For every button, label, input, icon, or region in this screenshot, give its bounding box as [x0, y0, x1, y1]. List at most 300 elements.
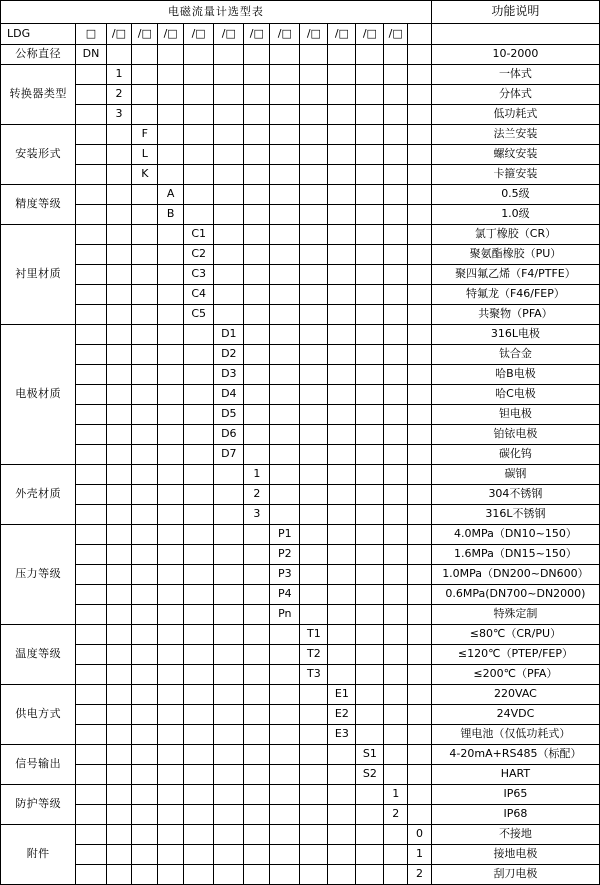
- option-description: ≤120℃（PTEP/FEP）: [431, 645, 599, 665]
- empty-cell: [132, 345, 158, 365]
- option-description: 碳化钨: [431, 445, 599, 465]
- empty-cell: [270, 665, 300, 685]
- empty-cell: [76, 745, 106, 765]
- empty-cell: [214, 825, 244, 845]
- empty-cell: [244, 585, 270, 605]
- empty-cell: [76, 205, 106, 225]
- empty-cell: [356, 685, 384, 705]
- empty-cell: [158, 105, 184, 125]
- empty-cell: [184, 765, 214, 785]
- empty-cell: [356, 305, 384, 325]
- empty-cell: [158, 265, 184, 285]
- empty-cell: [300, 285, 328, 305]
- empty-cell: [244, 245, 270, 265]
- empty-cell: [408, 285, 432, 305]
- row-label-12: 附件: [1, 825, 76, 885]
- empty-cell: [244, 705, 270, 725]
- empty-cell: [356, 625, 384, 645]
- empty-cell: [328, 785, 356, 805]
- empty-cell: [214, 65, 244, 85]
- empty-cell: [356, 545, 384, 565]
- empty-cell: [328, 545, 356, 565]
- empty-cell: [300, 545, 328, 565]
- empty-cell: [244, 645, 270, 665]
- empty-cell: [270, 185, 300, 205]
- empty-cell: [384, 385, 408, 405]
- empty-cell: [356, 245, 384, 265]
- empty-cell: [270, 805, 300, 825]
- empty-cell: [300, 805, 328, 825]
- empty-cell: [132, 305, 158, 325]
- empty-cell: [132, 605, 158, 625]
- empty-cell: [76, 425, 106, 445]
- option-description: 卡箍安装: [431, 165, 599, 185]
- empty-cell: [184, 805, 214, 825]
- empty-cell: [76, 645, 106, 665]
- empty-cell: [132, 385, 158, 405]
- empty-cell: [184, 625, 214, 645]
- empty-cell: [184, 825, 214, 845]
- empty-cell: [328, 205, 356, 225]
- option-code[interactable]: P4: [270, 585, 300, 605]
- empty-cell: [106, 525, 132, 545]
- table-row: [1, 825, 600, 845]
- empty-cell: [184, 325, 214, 345]
- empty-cell: [270, 645, 300, 665]
- empty-cell: [300, 185, 328, 205]
- option-code[interactable]: L: [132, 145, 158, 165]
- empty-cell: [132, 405, 158, 425]
- empty-cell: [384, 525, 408, 545]
- empty-cell: [384, 245, 408, 265]
- empty-cell: [356, 85, 384, 105]
- row-label-1: 转换器类型: [1, 65, 76, 125]
- option-code[interactable]: D2: [214, 345, 244, 365]
- empty-cell: [356, 585, 384, 605]
- option-description: 分体式: [431, 85, 599, 105]
- empty-cell: [184, 685, 214, 705]
- code-slot: /□: [184, 24, 214, 45]
- empty-cell: [132, 365, 158, 385]
- empty-cell: [106, 665, 132, 685]
- empty-cell: [408, 305, 432, 325]
- empty-cell: [328, 825, 356, 845]
- empty-cell: [214, 85, 244, 105]
- table-row: [1, 145, 600, 165]
- empty-cell: [132, 685, 158, 705]
- empty-cell: [76, 825, 106, 845]
- empty-cell: [384, 345, 408, 365]
- empty-cell: [106, 365, 132, 385]
- option-code[interactable]: D6: [214, 425, 244, 445]
- empty-cell: [184, 85, 214, 105]
- empty-cell: [300, 325, 328, 345]
- empty-cell: [76, 325, 106, 345]
- empty-cell: [184, 845, 214, 865]
- empty-cell: [300, 765, 328, 785]
- code-slot: /□: [132, 24, 158, 45]
- empty-cell: [408, 185, 432, 205]
- empty-cell: [158, 745, 184, 765]
- empty-cell: [384, 45, 408, 65]
- empty-cell: [184, 445, 214, 465]
- empty-cell: [106, 805, 132, 825]
- empty-cell: [158, 85, 184, 105]
- empty-cell: [158, 565, 184, 585]
- empty-cell: [214, 665, 244, 685]
- table-row: [1, 245, 600, 265]
- empty-cell: [270, 225, 300, 245]
- empty-cell: [408, 345, 432, 365]
- empty-cell: [408, 425, 432, 445]
- option-code[interactable]: DN: [76, 45, 106, 65]
- empty-cell: [76, 785, 106, 805]
- empty-cell: [270, 345, 300, 365]
- table-row: [1, 365, 600, 385]
- empty-cell: [300, 225, 328, 245]
- empty-cell: [244, 625, 270, 645]
- empty-cell: [244, 325, 270, 345]
- empty-cell: [244, 345, 270, 365]
- option-description: 钽电极: [431, 405, 599, 425]
- empty-cell: [356, 345, 384, 365]
- option-code[interactable]: T2: [300, 645, 328, 665]
- empty-cell: [132, 325, 158, 345]
- empty-cell: [328, 805, 356, 825]
- empty-cell: [408, 525, 432, 545]
- option-code[interactable]: C1: [184, 225, 214, 245]
- option-code[interactable]: 3: [106, 105, 132, 125]
- option-description: 钛合金: [431, 345, 599, 365]
- empty-cell: [328, 245, 356, 265]
- empty-cell: [356, 185, 384, 205]
- empty-cell: [214, 685, 244, 705]
- empty-cell: [300, 845, 328, 865]
- empty-cell: [106, 785, 132, 805]
- option-code[interactable]: D1: [214, 325, 244, 345]
- option-code[interactable]: D5: [214, 405, 244, 425]
- empty-cell: [184, 545, 214, 565]
- empty-cell: [106, 445, 132, 465]
- option-code[interactable]: A: [158, 185, 184, 205]
- empty-cell: [244, 265, 270, 285]
- empty-cell: [214, 785, 244, 805]
- empty-cell: [270, 105, 300, 125]
- option-description: 4-20mA+RS485（标配）: [431, 745, 599, 765]
- option-description: 聚氨酯橡胶（PU）: [431, 245, 599, 265]
- option-code[interactable]: E1: [328, 685, 356, 705]
- empty-cell: [300, 825, 328, 845]
- option-code[interactable]: C3: [184, 265, 214, 285]
- empty-cell: [106, 385, 132, 405]
- empty-cell: [300, 465, 328, 485]
- option-code[interactable]: 2: [106, 85, 132, 105]
- option-code[interactable]: T1: [300, 625, 328, 645]
- empty-cell: [132, 785, 158, 805]
- empty-cell: [328, 425, 356, 445]
- empty-cell: [270, 85, 300, 105]
- empty-cell: [356, 145, 384, 165]
- empty-cell: [270, 785, 300, 805]
- code-slot: /□: [244, 24, 270, 45]
- row-label-4: 衬里材质: [1, 225, 76, 325]
- empty-cell: [184, 485, 214, 505]
- option-code[interactable]: S1: [356, 745, 384, 765]
- desc-header: 功能说明: [431, 1, 599, 24]
- empty-cell: [328, 185, 356, 205]
- empty-cell: [76, 265, 106, 285]
- empty-cell: [214, 725, 244, 745]
- empty-cell: [158, 685, 184, 705]
- option-code[interactable]: P3: [270, 565, 300, 585]
- empty-cell: [132, 265, 158, 285]
- option-description: 聚四氟乙烯（F4/PTFE）: [431, 265, 599, 285]
- empty-cell: [328, 385, 356, 405]
- option-description: 24VDC: [431, 705, 599, 725]
- empty-cell: [184, 585, 214, 605]
- empty-cell: [270, 125, 300, 145]
- empty-cell: [184, 125, 214, 145]
- empty-cell: [184, 105, 214, 125]
- empty-cell: [300, 165, 328, 185]
- option-code[interactable]: C5: [184, 305, 214, 325]
- empty-cell: [328, 665, 356, 685]
- option-code[interactable]: 0: [408, 825, 432, 845]
- option-code[interactable]: 2: [408, 865, 432, 885]
- empty-cell: [408, 445, 432, 465]
- option-code[interactable]: 2: [244, 485, 270, 505]
- empty-cell: [132, 505, 158, 525]
- option-code[interactable]: K: [132, 165, 158, 185]
- empty-cell: [270, 705, 300, 725]
- empty-cell: [214, 845, 244, 865]
- option-code[interactable]: S2: [356, 765, 384, 785]
- option-code[interactable]: D4: [214, 385, 244, 405]
- option-description: 哈B电极: [431, 365, 599, 385]
- empty-cell: [76, 305, 106, 325]
- empty-cell: [132, 805, 158, 825]
- empty-cell: [408, 685, 432, 705]
- empty-cell: [328, 65, 356, 85]
- empty-cell: [356, 105, 384, 125]
- option-code[interactable]: E2: [328, 705, 356, 725]
- option-code[interactable]: 1: [106, 65, 132, 85]
- empty-cell: [328, 145, 356, 165]
- empty-cell: [356, 525, 384, 545]
- empty-cell: [356, 125, 384, 145]
- option-code[interactable]: P2: [270, 545, 300, 565]
- option-description: 碳钢: [431, 465, 599, 485]
- empty-cell: [270, 425, 300, 445]
- table-row: [1, 185, 600, 205]
- empty-cell: [270, 505, 300, 525]
- empty-cell: [214, 245, 244, 265]
- empty-cell: [214, 125, 244, 145]
- option-code[interactable]: D3: [214, 365, 244, 385]
- empty-cell: [244, 65, 270, 85]
- empty-cell: [76, 85, 106, 105]
- option-code[interactable]: E3: [328, 725, 356, 745]
- empty-cell: [184, 165, 214, 185]
- empty-cell: [384, 485, 408, 505]
- table-row: [1, 545, 600, 565]
- empty-cell: [384, 445, 408, 465]
- empty-cell: [328, 45, 356, 65]
- empty-cell: [300, 865, 328, 885]
- empty-cell: [300, 265, 328, 285]
- option-code[interactable]: T3: [300, 665, 328, 685]
- empty-cell: [158, 545, 184, 565]
- empty-cell: [408, 65, 432, 85]
- option-code[interactable]: Pn: [270, 605, 300, 625]
- empty-cell: [244, 545, 270, 565]
- empty-cell: [244, 825, 270, 845]
- option-description: 特殊定制: [431, 605, 599, 625]
- empty-cell: [106, 605, 132, 625]
- empty-cell: [384, 85, 408, 105]
- empty-cell: [300, 605, 328, 625]
- empty-cell: [132, 525, 158, 545]
- empty-cell: [214, 605, 244, 625]
- empty-cell: [184, 145, 214, 165]
- empty-cell: [76, 405, 106, 425]
- table-row: [1, 165, 600, 185]
- empty-cell: [328, 645, 356, 665]
- empty-cell: [356, 205, 384, 225]
- empty-cell: [384, 845, 408, 865]
- empty-cell: [270, 745, 300, 765]
- empty-cell: [214, 105, 244, 125]
- option-code[interactable]: 1: [408, 845, 432, 865]
- table-row: [1, 525, 600, 545]
- empty-cell: [106, 345, 132, 365]
- empty-cell: [184, 505, 214, 525]
- empty-cell: [106, 685, 132, 705]
- empty-cell: [132, 645, 158, 665]
- empty-cell: [214, 865, 244, 885]
- empty-cell: [184, 785, 214, 805]
- empty-cell: [76, 685, 106, 705]
- option-code[interactable]: P1: [270, 525, 300, 545]
- table-row: [1, 345, 600, 365]
- table-row: [1, 505, 600, 525]
- table-row: [1, 305, 600, 325]
- option-code[interactable]: C4: [184, 285, 214, 305]
- empty-cell: [214, 705, 244, 725]
- empty-cell: [132, 865, 158, 885]
- option-code[interactable]: 2: [384, 805, 408, 825]
- code-slot: /□: [356, 24, 384, 45]
- empty-cell: [328, 85, 356, 105]
- empty-cell: [300, 565, 328, 585]
- table-row: [1, 405, 600, 425]
- option-description: 1.0MPa（DN200~DN600）: [431, 565, 599, 585]
- table-row: [1, 265, 600, 285]
- empty-cell: [244, 565, 270, 585]
- empty-cell: [132, 425, 158, 445]
- code-slot: /□: [328, 24, 356, 45]
- option-code[interactable]: 1: [384, 785, 408, 805]
- empty-cell: [132, 105, 158, 125]
- empty-cell: [328, 445, 356, 465]
- code-slot: /□: [384, 24, 408, 45]
- empty-cell: [328, 865, 356, 885]
- option-description: 不接地: [431, 825, 599, 845]
- empty-cell: [184, 465, 214, 485]
- empty-cell: [76, 565, 106, 585]
- empty-cell: [270, 325, 300, 345]
- row-label-8: 温度等级: [1, 625, 76, 685]
- empty-cell: [270, 205, 300, 225]
- empty-cell: [132, 445, 158, 465]
- option-code[interactable]: B: [158, 205, 184, 225]
- empty-cell: [106, 285, 132, 305]
- empty-cell: [184, 745, 214, 765]
- empty-cell: [106, 505, 132, 525]
- empty-cell: [300, 305, 328, 325]
- empty-cell: [132, 225, 158, 245]
- empty-cell: [384, 505, 408, 525]
- empty-cell: [384, 465, 408, 485]
- empty-cell: [106, 565, 132, 585]
- empty-cell: [270, 65, 300, 85]
- empty-cell: [384, 365, 408, 385]
- empty-cell: [328, 325, 356, 345]
- empty-cell: [328, 405, 356, 425]
- empty-cell: [408, 625, 432, 645]
- empty-cell: [408, 85, 432, 105]
- empty-cell: [300, 525, 328, 545]
- empty-cell: [244, 605, 270, 625]
- option-code[interactable]: D7: [214, 445, 244, 465]
- empty-cell: [408, 585, 432, 605]
- empty-cell: [356, 165, 384, 185]
- empty-cell: [408, 125, 432, 145]
- empty-cell: [328, 585, 356, 605]
- empty-cell: [300, 85, 328, 105]
- empty-cell: [300, 505, 328, 525]
- empty-cell: [384, 165, 408, 185]
- option-description: ≤200℃（PFA）: [431, 665, 599, 685]
- option-code[interactable]: 3: [244, 505, 270, 525]
- empty-cell: [356, 405, 384, 425]
- option-code[interactable]: 1: [244, 465, 270, 485]
- empty-cell: [384, 305, 408, 325]
- empty-cell: [356, 385, 384, 405]
- empty-cell: [384, 285, 408, 305]
- option-code[interactable]: F: [132, 125, 158, 145]
- empty-cell: [214, 285, 244, 305]
- empty-cell: [384, 565, 408, 585]
- empty-cell: [408, 405, 432, 425]
- empty-cell: [356, 225, 384, 245]
- empty-cell: [106, 305, 132, 325]
- empty-cell: [106, 865, 132, 885]
- empty-cell: [184, 185, 214, 205]
- empty-cell: [158, 665, 184, 685]
- empty-cell: [132, 725, 158, 745]
- empty-cell: [132, 285, 158, 305]
- empty-cell: [408, 325, 432, 345]
- option-code[interactable]: C2: [184, 245, 214, 265]
- table-row: [1, 605, 600, 625]
- empty-cell: [76, 545, 106, 565]
- empty-cell: [214, 485, 244, 505]
- empty-cell: [408, 665, 432, 685]
- empty-cell: [244, 865, 270, 885]
- empty-cell: [270, 165, 300, 185]
- empty-cell: [184, 425, 214, 445]
